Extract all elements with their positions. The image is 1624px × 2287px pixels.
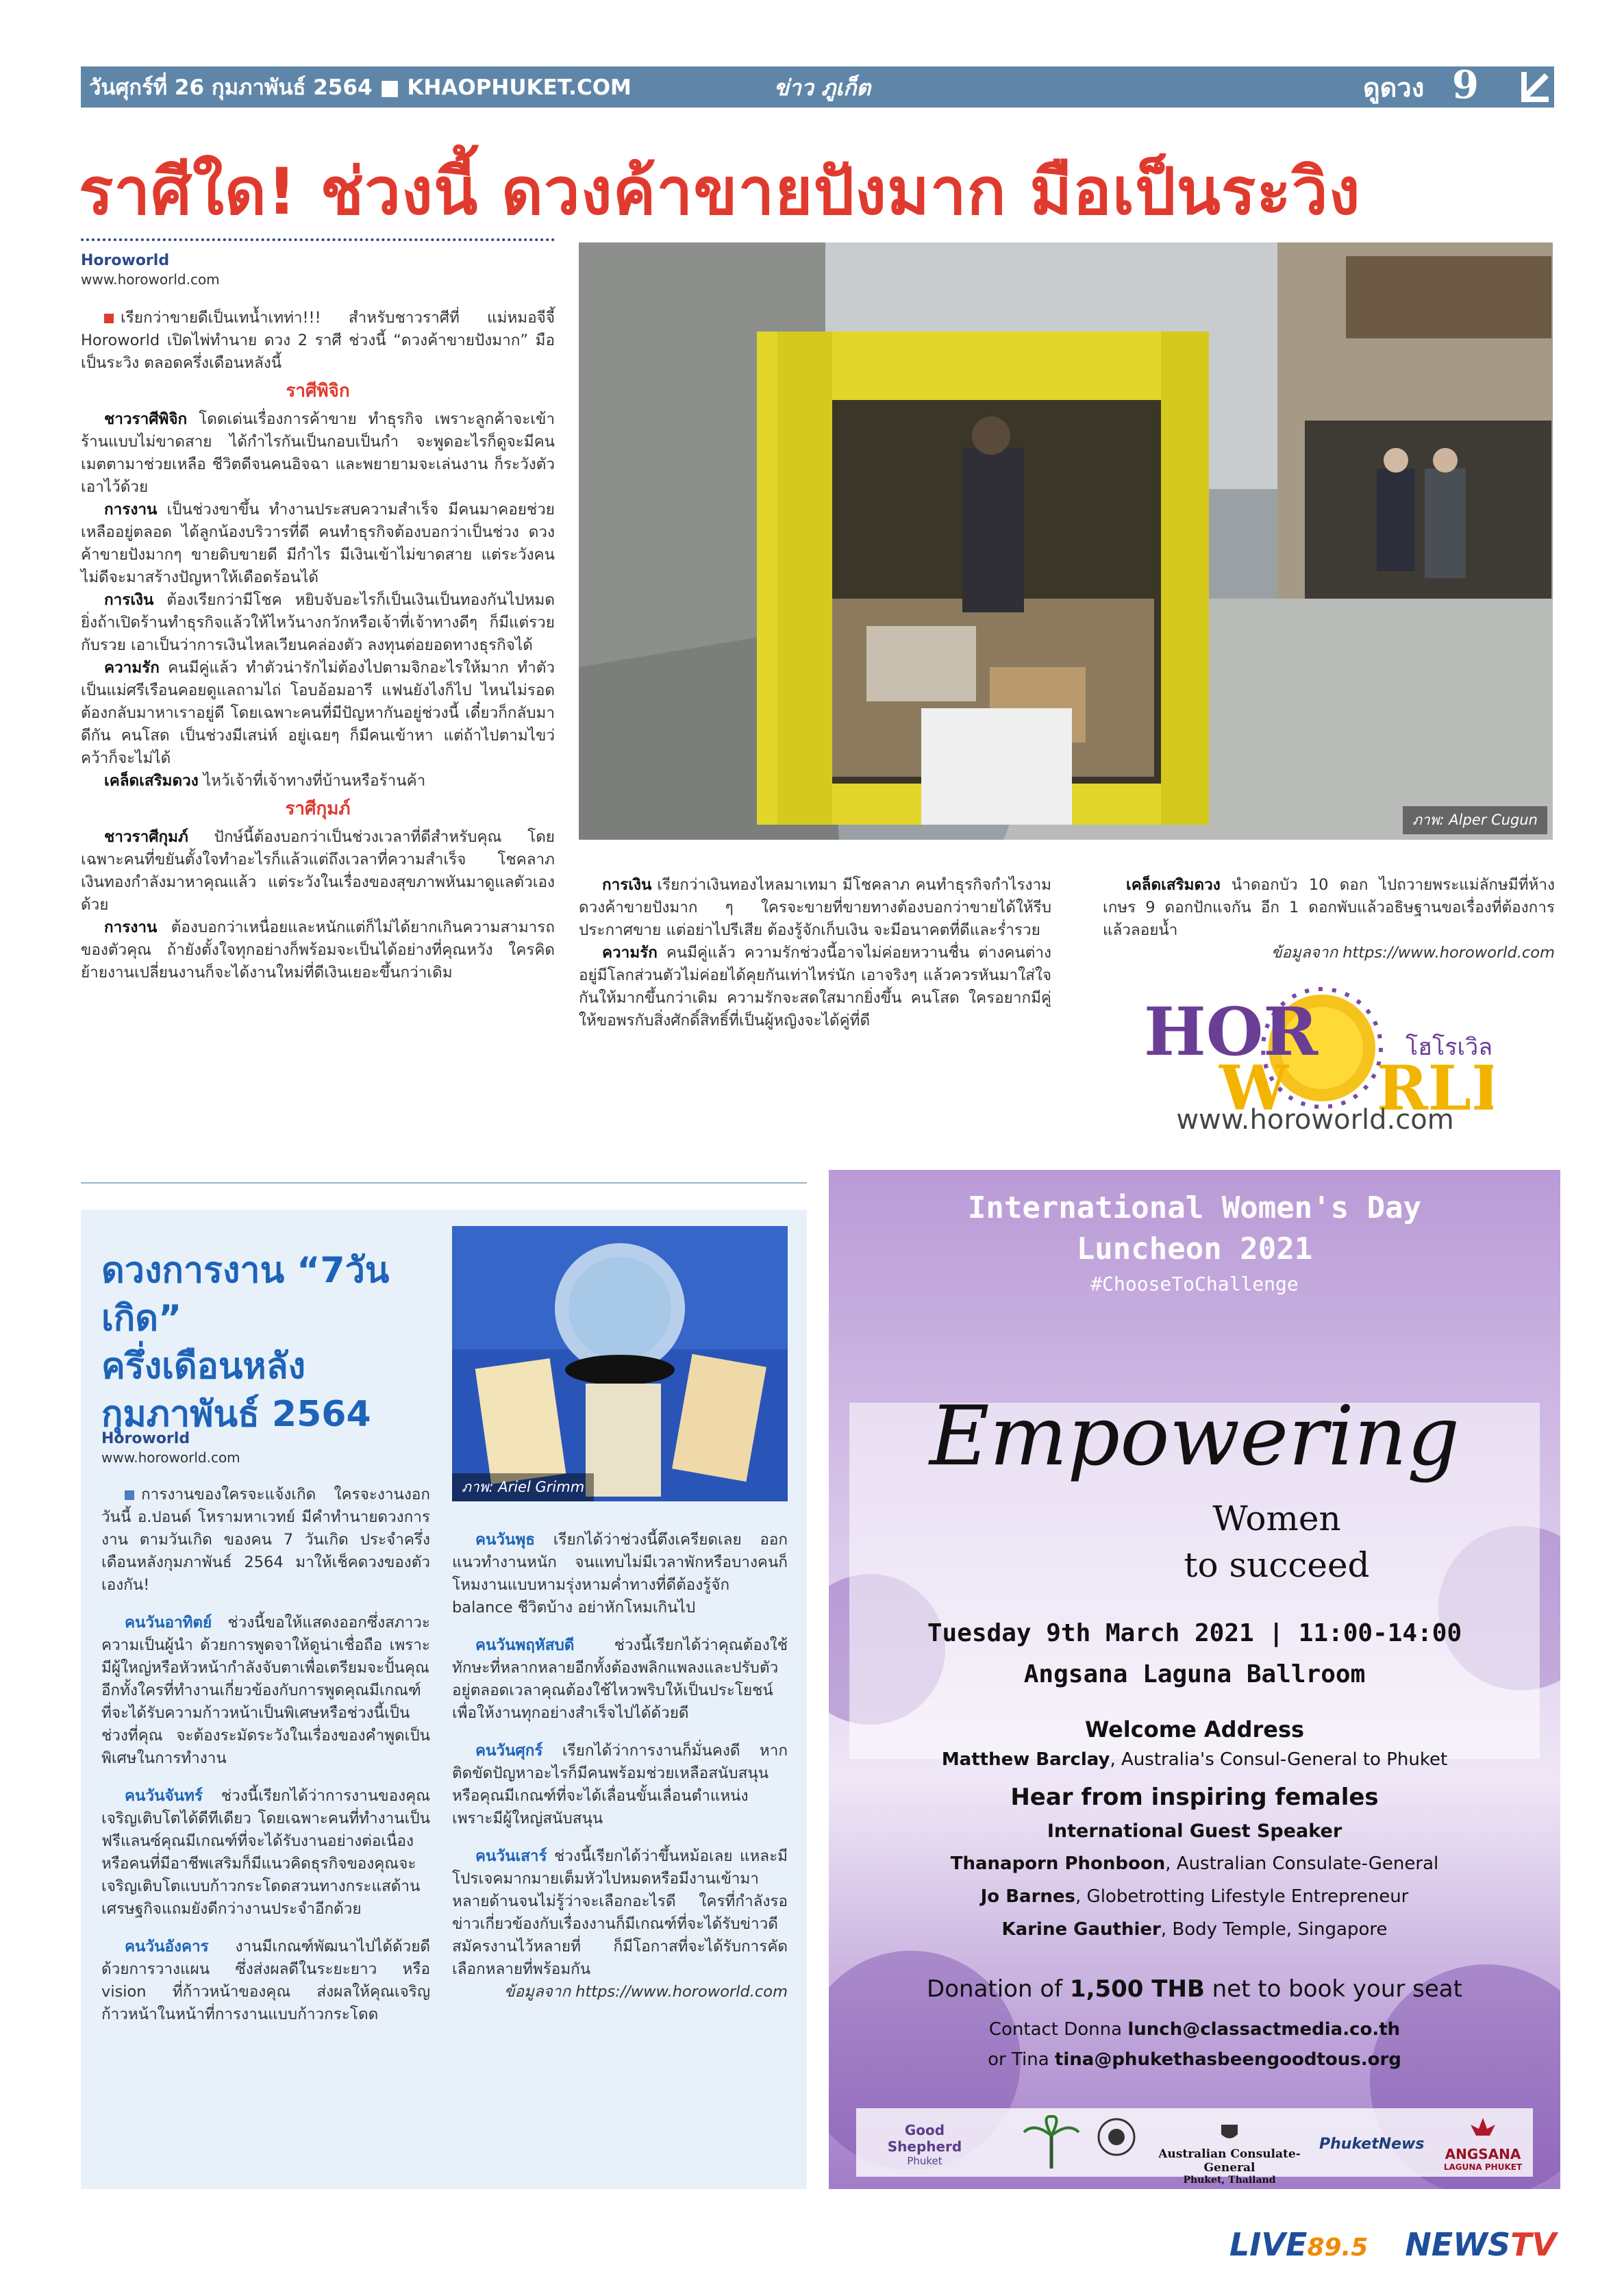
article2-author: Horoworld xyxy=(101,1430,190,1447)
sponsor-australian-consulate: Australian Consulate-General Phuket, Thailand xyxy=(1151,2121,1308,2186)
sponsor-circle-logo-icon xyxy=(1096,2115,1137,2163)
live-radio-logo: LIVE89.5 NEWSTV xyxy=(1229,2226,1557,2263)
paragraph: การเงิน เรียกว่าเงินทองไหลมาเทมา มีโชคลาภ คนทำธุรกิจกำไรงาม ดวงค้าขายปังมาก ๆ ใครจะขายที่ขายทางต้องบอกว่าขายได้ให้รีบประกาศขาย แต่อย่าไปรีเสีย ต้องรู้จักเก็บเงิน จะมีอนาคตที่ดีและร่ำรวย xyxy=(579,876,1051,939)
article1-col1 xyxy=(81,307,555,984)
poster-script: Empowering xyxy=(929,1389,1460,1484)
poster-title-line2: Luncheon 2021 xyxy=(1076,1232,1313,1266)
article2-col1 xyxy=(101,1484,430,2026)
poster-datetime: Tuesday 9th March 2021 | 11:00-14:00 xyxy=(927,1619,1462,1647)
sponsor-angsana: ANGSANA LAGUNA PHUKET xyxy=(1432,2115,1534,2172)
heading-aquarius: ราศีกุมภ์ xyxy=(285,799,351,819)
source-line: ข้อมูลจาก https://www.horoworld.com xyxy=(1271,944,1555,962)
article2-col2 xyxy=(452,1514,788,2003)
paragraph: การงาน ต้องบอกว่าเหนื่อยและหนักแต่ก็ไม่ได้ยากเกินความสามารถของตัวคุณ ถ้ายังตั้งใจทุกอย่างก็พร้อมจะเป็นได้อย่างที่คุณหวัง ใครคิดย้ายงานเปลี่ยนงานก็จะได้งานใหม่ที่ดีเงินเยอะขึ้นกว่าเดิม xyxy=(81,918,555,982)
paragraph: ความรัก คนมีคู่แล้ว ทำตัวน่ารักไม่ต้องไปตามจิกอะไรให้มาก ทำตัวเป็นแม่ศรีเรือนคอยดูแลถามไถ่ โอบอ้อมอารี แฟนยังไงก็ไป ไหนไม่รอดต้องกลับมาหาเราอยู่ดี โดยเฉพาะคนที่มีปัญหากันอยู่ช่วงนี้ เดี๋ยวก็กลับมาดีกัน คนโสด เป็นช่วงมีเสน่ห์ อยู่เฉยๆ ก็มีคนเข้าหา แต่ถ้าไปตามไขว่คว้าก็จะไม่ได้ xyxy=(81,659,555,767)
poster-contact2: or Tina tina@phukethasbeengoodtous.org xyxy=(988,2049,1401,2070)
paragraph: ความรัก คนมีคู่แล้ว ความรักช่วงนี้อาจไม่ค่อยหวานชื่น ต่างคนต่างอยู่มีโลกส่วนตัวไม่ค่อยได้คุยกันเท่าไหร่นัก เอาจริงๆ แล้วควรหันมาใส่ใจกันให้มากขึ้นกว่าเดิม ความรักจะสดใสมากยิ่งขึ้น คนโสด ใครอยากมีคู่ให้ขอพรกับสิ่งศักดิ์สิทธิ์ที่เป็นผู้หญิงจะได้คู่ที่ดี xyxy=(579,944,1051,1029)
paragraph: เคล็ดเสริมดวง ไหว้เจ้าที่เจ้าทางที่บ้านหรือร้านค้า xyxy=(104,772,426,790)
header-masthead: ข่าว ภูเก็ต xyxy=(774,75,871,101)
palm-tree-logo-icon xyxy=(1021,2115,1082,2170)
paragraph: การงาน เป็นช่วงขาขึ้น ทำงานประสบความสำเร็จ มีคนมาคอยช่วยเหลืออยู่ตลอด ได้ลูกน้องบริวารที่ดี คนทำธุรกิจต้องบอกว่าเป็นช่วง ดวงค้าขายปังมากๆ ขายดิบขายดี มีกำไร มีเงินเข้าไม่ขาดสาย แต่ระวังคนไม่ดีจะมาสร้างปัญหาให้เดือดร้อนได้ xyxy=(81,501,555,586)
poster-barclay: Matthew Barclay, Australia's Consul-General to Phuket xyxy=(941,1749,1448,1770)
bullet-square-icon xyxy=(125,1490,134,1500)
paragraph: เคล็ดเสริมดวง นำดอกบัว 10 ดอก ไปถวายพระแม่ลักษมีที่ห้างเกษร 9 ดอกปักแจกัน อีก 1 ดอกพับแล้วอธิษฐานขอเรื่องที่ต้องการแล้วลอยน้ำ xyxy=(1103,876,1555,939)
crest-icon xyxy=(1216,2121,1243,2144)
day-wednesday: คนวันพุธ เรียกได้ว่าช่วงนี้ตึงเครียดเลย ออกแนวทำงานหนัก จนแทบไม่มีเวลาพักหรือบางคนก็โหมงานแบบหามรุ่งหามค่ำทางที่ดีต้องรู้จัก balance ชีวิตบ้าง อย่าหักโหมเกินไป xyxy=(452,1531,788,1616)
article1-col3 xyxy=(1103,874,1555,964)
article2-url: www.horoworld.com xyxy=(101,1449,240,1466)
horoworld-url: www.horoworld.com xyxy=(1176,1104,1454,1136)
article2-title: ดวงการงาน “7วันเกิด” ครึ่งเดือนหลัง กุมภาพันธ์ 2564 xyxy=(101,1250,390,1435)
poster-contact1: Contact Donna lunch@classactmedia.co.th xyxy=(988,2019,1401,2040)
poster-speaker3: Karine Gauthier, Body Temple, Singapore xyxy=(1001,1919,1388,1940)
photo-credit: ภาพ: Alper Cugun xyxy=(1403,806,1547,834)
paragraph: ชาวราศีกุมภ์ ปักษ์นี้ต้องบอกว่าเป็นช่วงเวลาที่ดีสำหรับคุณ โดยเฉพาะคนที่ขยันตั้งใจทำอะไรก็แล้วแต่ถึงเวลาที่ความสำเร็จ โชคลาภ เงินทองกำลังมาหาคุณแล้ว แต่ระวังในเรื่องของสุขภาพหันมาดูแลตัวเองด้วย xyxy=(81,828,555,914)
article1-author: Horoworld xyxy=(81,252,170,269)
divider xyxy=(81,238,555,241)
poster-donation: Donation of 1,500 THB net to book your seat xyxy=(927,1975,1462,2003)
poster-venue: Angsana Laguna Ballroom xyxy=(1023,1660,1366,1688)
svg-text:HOR: HOR xyxy=(1144,993,1319,1071)
paragraph: ชาวราศีพิจิก โดดเด่นเรื่องการค้าขาย ทำธุรกิจ เพราะลูกค้าจะเข้าร้านแบบไม่ขาดสาย ได้กำไรกันเป็นกอบเป็นกำ จะพูดอะไรก็ดูจะมีคนเมตตามาช่วยเหลือ ชีวิตดีจนคนอิจฉา และพยายามจะเล่นงาน ก็ระวังตัวเอาไว้ด้วย xyxy=(81,410,555,496)
sponsor-good-shepherd: Good Shepherd Phuket xyxy=(887,2122,962,2167)
source-line: ข้อมูลจาก https://www.horoworld.com xyxy=(504,1983,788,2001)
photo-credit: ภาพ: Ariel Grimm xyxy=(452,1473,594,1501)
svg-text:โฮโรเวิลด์: โฮโรเวิล xyxy=(1406,1034,1493,1061)
paragraph: การเงิน ต้องเรียกว่ามีโชค หยิบจับอะไรก็เป็นเงินเป็นทองกันไปหมด ยิ่งถ้าเปิดร้านทำธุรกิจแล้วให้ไหว้นางกวักหรือเจ้าที่เจ้าทางดีๆ ก็มีแต่รวยกับรวย เอาเป็นว่าการเงินไหลเวียนคล่องตัว ลงทุนต่อยอดทางธุรกิจได้ xyxy=(81,591,555,654)
event-poster xyxy=(829,1170,1560,2189)
header-date: วันศุกร์ที่ 26 กุมภาพันธ์ 2564 ■ KHAOPHUKET.COM xyxy=(89,75,632,100)
article2-intro: การงานของใครจะแจ้งเกิด ใครจะงานงอก วันนี้ อ.ปอนด์ โหรามหาเวทย์ มีคำทำนายดวงการงาน ตามวันเกิด ของคน 7 วันเกิด ประจำครึ่งเดือนหลังกุมภาพันธ์ 2564 มาให้เช็คดวงของตัวเองกัน! xyxy=(101,1486,430,1594)
page-number: 9 xyxy=(1452,62,1479,108)
article2-photo xyxy=(452,1226,788,1501)
day-friday: คนวันศุกร์ เรียกได้ว่าการงานก็มั่นคงดี หากติดขัดปัญหาอะไรก็มีคนพร้อมช่วยเหลือสนับสนุนหรือคุณมีเกณฑ์ที่จะได้เลื่อนขั้นเลื่อนตำแหน่งเพราะมีผู้ใหญ่สนับสนุน xyxy=(452,1742,788,1827)
poster-guest: International Guest Speaker xyxy=(1047,1821,1342,1842)
poster-sub1: Women xyxy=(1212,1499,1341,1538)
header-section: ดูดวง xyxy=(1363,73,1425,103)
day-thursday: คนวันพฤหัสบดี ช่วงนี้เรียกได้ว่าคุณต้องใช้ทักษะที่หลากหลายอีกทั้งต้องพลิกแพลงและปรับตัวอยู่ตลอดเวลาคุณต้องใช้ไหวพริบให้เป็นประโยชน์เพื่อให้งานทุกอย่างสำเร็จไปได้ด้วยดี xyxy=(452,1636,788,1722)
horoworld-logo-mark xyxy=(1137,986,1493,1123)
van-photo-illustration xyxy=(579,242,1553,840)
poster-sub2: to succeed xyxy=(1184,1545,1370,1585)
svg-text:RLD: RL xyxy=(1377,1052,1472,1123)
article1-col2 xyxy=(579,874,1051,1032)
divider xyxy=(81,1182,807,1184)
poster-hashtag: #ChooseToChallenge xyxy=(1090,1273,1299,1295)
poster-welcome: Welcome Address xyxy=(1084,1716,1305,1742)
day-monday: คนวันจันทร์ ช่วงนี้เรียกได้ว่าการงานของคุณเจริญเติบโตได้ดีทีเดียว โดยเฉพาะคนที่ทำงานเป็นฟรีแลนซ์คุณมีเกณฑ์ที่จะได้รับงานอย่างต่อเนื่อง หรือคนที่มีอาชีพเสริมก็มีแนวคิดธุรกิจของคุณจะเจริญเติบโตแบบก้าวกระโดดสวนทางกระแสด้านเศรษฐกิจแถมยังดีกว่างานประจำอีกด้วย xyxy=(101,1787,430,1918)
poster-speaker2: Jo Barnes, Globetrotting Lifestyle Entrepreneur xyxy=(980,1886,1409,1907)
lotus-icon xyxy=(1468,2115,1498,2142)
corner-arrow-icon xyxy=(1516,66,1554,108)
bullet-square-icon xyxy=(104,314,114,323)
page-title: ราศีใด! ช่วงนี้ ดวงค้าขายปังมาก มือเป็นระวิง xyxy=(79,155,1361,229)
poster-title-line1: International Women's Day xyxy=(967,1190,1422,1225)
poster-hear: Hear from inspiring females xyxy=(1010,1784,1379,1811)
day-tuesday: คนวันอังคาร งานมีเกณฑ์พัฒนาไปได้ด้วยดีด้วยการวางแผน ซึ่งส่งผลดีในระยะยาว หรือ vision ที่ก้าวหน้าของคุณ ส่งผลให้คุณเจริญก้าวหน้าในหน้าที่การงานแบบก้าวกระโดด xyxy=(101,1938,430,2023)
day-sunday: คนวันอาทิตย์ ช่วงนี้ขอให้แสดงออกซึ่งสภาวะความเป็นผู้นำ ด้วยการพูดจาให้ดูน่าเชื่อถือ เพราะมีผู้ใหญ่หรือหัวหน้ากำลังจับตาเพื่อเตรียมจะปั้นคุณ อีกทั้งใครที่ทำงานเกี่ยวข้องกับการพูดคุณมีเกณฑ์ที่จะได้รับความก้าวหน้าเป็นพิเศษหรือช่วงนี้เป็นช่วงที่คุณ จะต้องระมัดระวังในเรื่องของคำพูดเป็นพิเศษในการทำงาน xyxy=(101,1614,430,1767)
day-saturday: คนวันเสาร์ ช่วงนี้เรียกได้ว่าขึ้นหม้อเลย แหละมีโปรเจคมากมายเต็มหัวไปหมดหรือมีงานเข้ามาหลายด้านจนไม่รู้ว่าจะเลือกอะไรดี ใครที่กำลังรอข่าวเกี่ยวข้องกับเรื่องงานก็มีเกณฑ์ที่จะได้รับข่าวดี สมัครงานไว้หลายที่ ก็มีโอกาสที่จะได้รับการคัดเลือกหลายที่พร้อมกัน xyxy=(452,1847,788,1978)
heading-scorpio: ราศีพิจิก xyxy=(286,381,350,401)
article1-photo xyxy=(579,242,1553,840)
svg-text:W: W xyxy=(1219,1052,1289,1123)
article1-intro: เรียกว่าขายดีเป็นเทน้ำเทท่า!!! สำหรับชาวราศีที่ แม่หมอจีจี้ Horoworld เปิดไพ่ทำนาย ดวง 2 ราศี ช่วงนี้ “ดวงค้าขายปังมาก” มือเป็นระวิง ตลอดครึ่งเดือนหลังนี้ xyxy=(81,309,555,372)
sponsor-phuket-news: PhuketNews xyxy=(1319,2136,1425,2153)
tarot-photo-illustration xyxy=(452,1226,788,1501)
poster-speaker1: Thanaporn Phonboon, Australian Consulate-General xyxy=(950,1853,1439,1874)
article1-url: www.horoworld.com xyxy=(81,271,220,288)
